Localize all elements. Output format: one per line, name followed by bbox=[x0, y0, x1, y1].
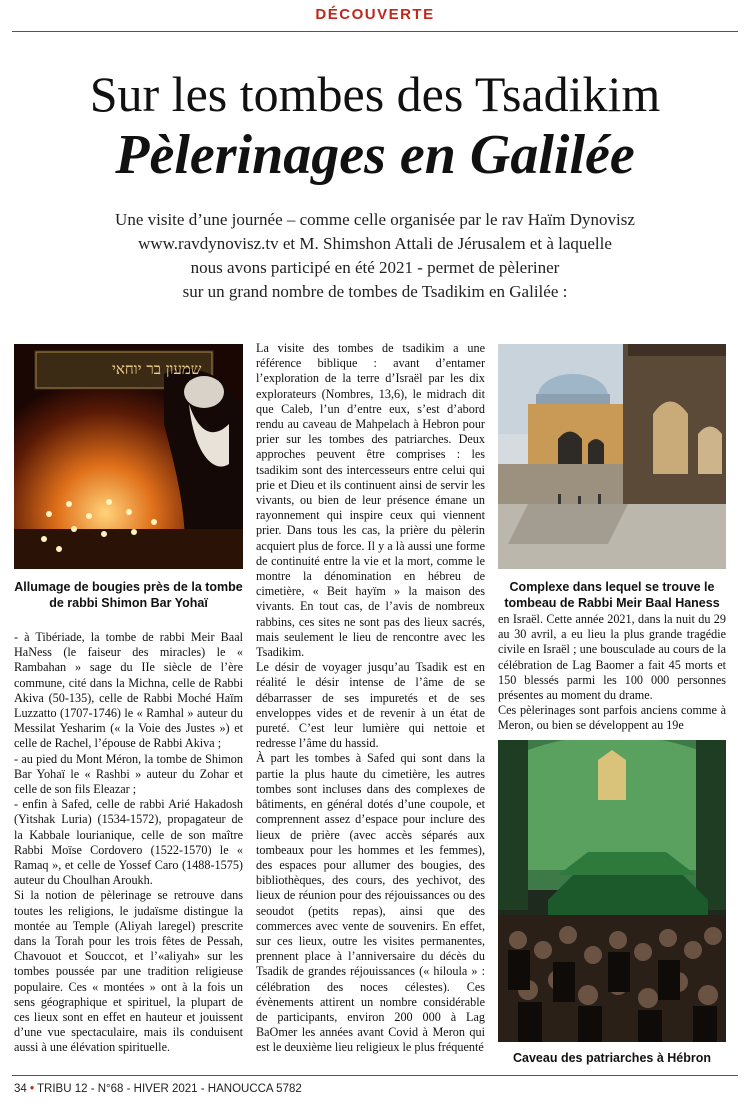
paragraph: Ces pèlerinages sont parfois anciens comme à Meron, ou bien se développent au 19e bbox=[498, 703, 726, 733]
subheadline: Pèlerinages en Galilée bbox=[115, 124, 635, 186]
page-footer bbox=[14, 1083, 302, 1095]
intro-line: nous avons participé en été 2021 - permet de pèleriner bbox=[190, 258, 560, 277]
top-rule bbox=[12, 31, 738, 32]
paragraph: À part les tombes à Safed qui sont dans la partie la plus haute du cimetière, les autres tombes sont incluses dans des complexes de bâtiments, en général dotés d’une coupole, et comprennent assez d’espace pour inclure des lieux de prière (avec accès séparés aux tombeaux pour les hommes et les femmes), des espaces pour allumer des bougies, des bibliothèques, des cours, des yechivot, des lieux de réunion pour des réjouissances ou des seoudot (petits repas), ainsi que des commerces avec vente de souvenirs. En effet, sur ces lieux, outre les visites permanentes, prennent place à l’anniversaire du décès du Tsadik de grandes réjouissances (« hiloula » : célébration des noces célestes). Ces évènements attirent un nombre considérable de participants, environ 200 000 à Lag BaOmer les années avant Covid à Meron qui est le deuxième lieu religieux le plus fréquenté bbox=[256, 751, 485, 1055]
complex-caption: Complexe dans lequel se trouve le tombeau de Rabbi Meir Baal Haness bbox=[504, 580, 720, 610]
publication-info: TRIBU 12 - N°68 - HIVER 2021 - HANOUCCA 5782 bbox=[37, 1083, 302, 1095]
section-label: DÉCOUVERTE bbox=[315, 6, 435, 23]
candles-caption: Allumage de bougies près de la tombe de rabbi Shimon Bar Yohaï bbox=[14, 580, 243, 610]
cave-of-patriarchs-photo bbox=[498, 740, 726, 1042]
bottom-rule bbox=[12, 1075, 738, 1076]
paragraph: en Israël. Cette année 2021, dans la nuit du 29 au 30 avril, a eu lieu la plus grande tragédie civile en Israël ; une bousculade au cours de la célébration de Lag Baomer a fait 45 morts et 150 blessés parmi les 100 000 personnes présentes au moment du drame. bbox=[498, 612, 726, 703]
paragraph: Si la notion de pèlerinage se retrouve dans toutes les religions, le judaïsme distingue la montée au Temple (Aliyah laregel) prescrite dans la Torah pour les trois fêtes de Pessah, Chavouot et Souccot, et l’«aliyah» sur les tombes poussée par une tradition religieuse populaire. Ces « montées » ont à la fois un sens géographique et spirituel, la plupart de ces lieux sont en effet en hauteur et jouissent d’une vue spectaculaire, mais ils conduisent aussi à une élévation spirituelle. bbox=[14, 888, 243, 1055]
tomb-inscription: שמעון בר יוחאי bbox=[112, 360, 202, 378]
intro-line: sur un grand nombre de tombes de Tsadikim en Galilée : bbox=[182, 282, 568, 301]
article-column-3 bbox=[498, 612, 726, 734]
intro-line: Une visite d’une journée – comme celle organisée par le rav Haïm Dynovisz bbox=[115, 210, 635, 229]
intro-paragraph bbox=[60, 208, 690, 304]
article-column-1 bbox=[14, 630, 243, 1056]
footer-bullet: • bbox=[30, 1083, 35, 1095]
paragraph: La visite des tombes de tsadikim a une référence biblique : avant d’entamer l’exploration de la terre d’Israël par les dix explorateurs (Nombres, 13,6), le midrach dit que Caleb, l’un d’entre eux, s’est d’abord rendu au caveau de Mahpelach à Hebron pour prier sur les tombes des patriarches. Deux approches peuvent être comprises : les tsadikim sont des intercesseurs entre celui qui prie et Dieu et ils continuent ainsi de servir les vivants, ou bien de leur présence émane un rayonnement qui inspire ceux qui viennent prier. Dans tous les cas, la prière du pèlerin acquiert plus de force. Il y a là aussi une forme de continuité entre la vie et la mort, comme le montre la dénomination en hébreu de cimetière, « Beit hayïm » la maison des vivants. En tout cas, de l’avis de nombreux rabbins, ces sites ne sont pas des lieux sacrés, mais seulement le lieu de rencontre avec les Tsadikim. bbox=[256, 341, 485, 660]
paragraph: - enfin à Safed, celle de rabbi Arié Hakadosh (Yitshak Luria) (1534-1572), propagateur de la Kabbale lourianique, celle de son maître Rabbi Moïse Cordovero (1522-1570) le « Ramaq », et celle de Yossef Caro (1488-1575) auteur du Choulhan Aroukh. bbox=[14, 797, 243, 888]
paragraph: - au pied du Mont Méron, la tombe de Shimon Bar Yohaï le « Rashbi » auteur du Zohar et celle de son fils Eleazar ; bbox=[14, 751, 243, 797]
headline: Sur les tombes des Tsadikim bbox=[89, 66, 661, 122]
intro-line: www.ravdynovisz.tv et M. Shimshon Attali de Jérusalem et à laquelle bbox=[138, 234, 612, 253]
cave-caption: Caveau des patriarches à Hébron bbox=[513, 1051, 711, 1065]
paragraph: - à Tibériade, la tombe de rabbi Meir Baal HaNess (le faiseur des miracles) le « Rambahan » sage du IIe siècle de l’ère commune, cité dans la Michna, celle de Rabbi Akiva (50-135), celle de Rabbi Moché Haïm Luzzatto (1707-1746) le « Ramhal » auteur du Messilat Yesharim (« la Voie des Justes ») et celle de Rachel, l’épouse de Rabbi Akiva ; bbox=[14, 630, 243, 751]
meir-baal-haness-complex-photo bbox=[498, 344, 726, 569]
page-number: 34 bbox=[14, 1083, 27, 1095]
candles-photo bbox=[14, 344, 243, 569]
article-column-2 bbox=[256, 341, 485, 1056]
paragraph: Le désir de voyager jusqu’au Tsadik est en réalité le désir intense de l’âme de se débarrasser de ses impuretés et de ses enveloppes vides et de revenir à un état de pureté. C’est leur lumière qui nettoie et redresse l’âme du hassid. bbox=[256, 660, 485, 751]
